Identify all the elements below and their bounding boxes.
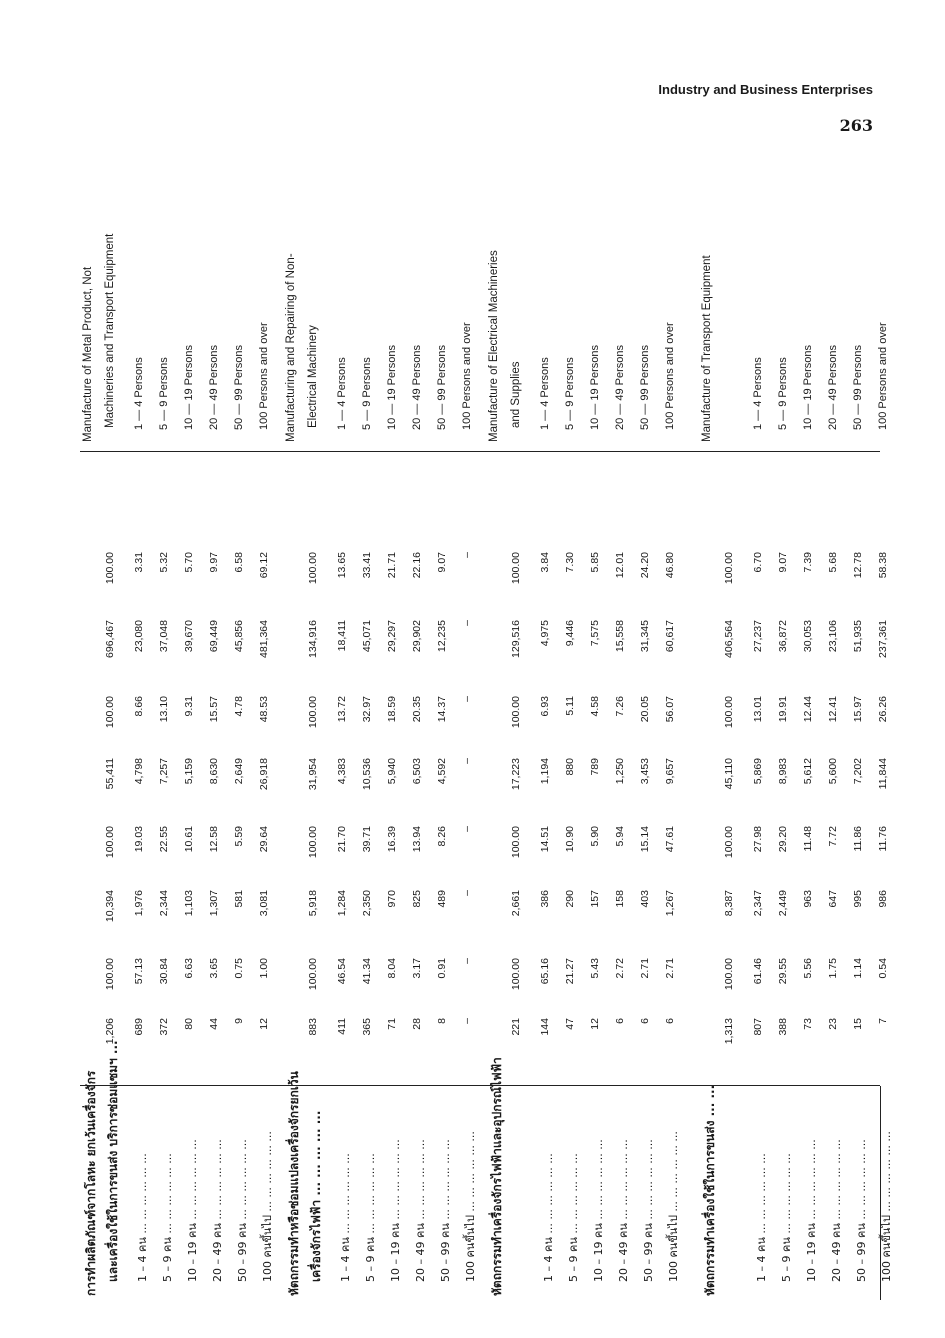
row-label-thai: 5 – 9 คน ... ... ... ... ... ... [780,1153,793,1282]
table-cell: 1.14 [852,958,864,979]
row-label-thai: 100 คนขึ้นไป ... ... ... ... ... ... [667,1131,680,1282]
table-cell: 31,345 [639,620,651,653]
table-cell: 880 [564,758,576,776]
table-cell: 30.84 [158,958,170,985]
total-cell: 100.00 [510,696,522,729]
total-cell: 100.00 [104,826,116,859]
table-cell: 6 [639,1018,651,1024]
table-cell: 3.84 [539,552,551,573]
table-cell: 29,902 [411,620,423,653]
table-cell: 16.39 [386,826,398,853]
table-cell: 6 [614,1018,626,1024]
table-cell: 73 [802,1018,814,1030]
table-cell: 36,872 [777,620,789,653]
table-cell: 12.01 [614,552,626,579]
total-cell: 100.00 [510,552,522,585]
table-cell: 15,558 [614,620,626,653]
table-cell: 403 [639,890,651,908]
table-cell: 21.71 [386,552,398,579]
table-cell: 19.03 [133,826,145,853]
row-label-english: 100 Persons and over [461,322,473,430]
table-cell: 69,449 [208,620,220,653]
table-cell: 10,536 [361,758,373,791]
table-cell: 22.16 [411,552,423,579]
row-label-english: 50 — 99 Persons [436,345,448,430]
table-cell: 970 [386,890,398,908]
table-cell: 0.91 [436,958,448,979]
total-cell: 221 [510,1018,522,1036]
table-cell: – [461,958,473,964]
table-cell: 47 [564,1018,576,1030]
table-cell: 0.54 [877,958,889,979]
table-cell: – [461,620,473,626]
table-cell: 807 [752,1018,764,1036]
table-cell: 1,284 [336,890,348,917]
table-cell: 158 [614,890,626,908]
total-cell: 1,206 [104,1018,116,1045]
total-cell: 100.00 [723,826,735,859]
table-cell: 5.90 [589,826,601,847]
total-cell: 100.00 [104,958,116,991]
table-cell: 10.90 [564,826,576,853]
row-label-thai: 5 – 9 คน ... ... ... ... ... ... [567,1153,580,1282]
table-cell: 995 [852,890,864,908]
row-label-thai: 100 คนขึ้นไป ... ... ... ... ... ... [880,1131,893,1282]
table-cell: 12.44 [802,696,814,723]
row-label-thai: 10 – 19 คน ... ... ... ... ... ... [389,1139,402,1282]
table-cell: 29.55 [777,958,789,985]
table-cell: 28 [411,1018,423,1030]
bottom-rule [880,1086,881,1300]
table-cell: 45,071 [361,620,373,653]
table-cell: 689 [133,1018,145,1036]
table-cell: 986 [877,890,889,908]
total-cell: 31,954 [307,758,319,791]
table-cell: 60,617 [664,620,676,653]
table-cell: 6.63 [183,958,195,979]
table-cell: 27.98 [752,826,764,853]
table-cell: 13.65 [336,552,348,579]
group-title-english: Manufacture of Metal Product, Not [82,266,94,442]
table-cell: 7.30 [564,552,576,573]
table-cell: 30,053 [802,620,814,653]
table-cell: 46.80 [664,552,676,579]
table-cell: 9,657 [664,758,676,785]
row-label-english: 10 — 19 Persons [386,345,398,430]
table-cell: 21.27 [564,958,576,985]
table-cell: 58.38 [877,552,889,579]
row-label-english: 1 — 4 Persons [336,357,348,430]
total-cell: 100.00 [723,552,735,585]
table-cell: – [461,552,473,558]
table-cell: 51,935 [852,620,864,653]
total-cell: 45,110 [723,758,735,790]
table-cell: 24.20 [639,552,651,579]
table-cell: 11.86 [852,826,864,852]
table-cell: 56.07 [664,696,676,723]
table-cell: 1,250 [614,758,626,785]
table-cell: 3.65 [208,958,220,979]
total-cell: 406,564 [723,620,735,658]
group-title-english-line2: and Supplies [510,361,522,428]
left-column-rule [80,1085,880,1086]
total-cell: 883 [307,1018,319,1036]
table-cell: 39.71 [361,826,373,853]
row-label-english: 50 — 99 Persons [639,345,651,430]
table-cell: 9,446 [564,620,576,647]
table-cell: 12.78 [852,552,864,579]
table-cell: 290 [564,890,576,908]
table-cell: 8.04 [386,958,398,979]
table-cell: 39,670 [183,620,195,653]
table-cell: 1,976 [133,890,145,917]
table-cell: 4,975 [539,620,551,647]
row-label-thai: 20 – 49 คน ... ... ... ... ... ... [414,1139,427,1282]
table-cell: – [461,1018,473,1024]
table-cell: 789 [589,758,601,776]
row-label-thai: 50 – 99 คน ... ... ... ... ... ... [855,1139,868,1282]
total-cell: 2,661 [510,890,522,917]
table-cell: 23 [827,1018,839,1030]
table-cell: 12.58 [208,826,220,853]
table-cell: 46.54 [336,958,348,985]
table-cell: 13.72 [336,696,348,723]
table-cell: 26.26 [877,696,889,723]
table-cell: 7 [877,1018,889,1024]
group-title-english: Manufacture of Transport Equipment [701,255,713,442]
table-cell: 5.43 [589,958,601,979]
table-cell: 22.55 [158,826,170,853]
row-label-thai: 1 – 4 คน ... ... ... ... ... ... [542,1153,555,1282]
table-cell: 2.72 [614,958,626,979]
table-cell: 7,257 [158,758,170,785]
row-label-english: 20 — 49 Persons [411,345,423,430]
group-title-english: Manufacturing and Repairing of Non- [285,253,297,442]
table-cell: 20.35 [411,696,423,723]
table-cell: 29.64 [258,826,270,853]
row-label-thai: 50 – 99 คน ... ... ... ... ... ... [439,1139,452,1282]
table-cell: 23,080 [133,620,145,653]
table-cell: 15 [852,1018,864,1030]
table-cell: 8.66 [133,696,145,717]
total-cell: 8,387 [723,890,735,917]
group-title-english-line2: Electrical Machinery [307,325,319,428]
total-cell: 129,516 [510,620,522,658]
table-cell: 5,600 [827,758,839,785]
table-cell: 6 [664,1018,676,1024]
total-cell: 134,916 [307,620,319,658]
table-cell: 8,983 [777,758,789,785]
table-cell: 7.26 [614,696,626,717]
table-cell: 1,194 [539,758,551,785]
table-cell: 48.53 [258,696,270,723]
group-title-thai: หัตถกรรมทำเครื่องใช้ในการขนส่ง ... ... [703,1084,717,1296]
table-cell: 1.00 [258,958,270,979]
table-cell: 5.11 [564,696,576,716]
table-cell: 5,159 [183,758,195,785]
table-cell: 3,081 [258,890,270,917]
total-cell: 100.00 [104,696,116,729]
table-cell: 7.72 [827,826,839,847]
table-cell: 12.41 [827,696,839,723]
table-cell: 5,940 [386,758,398,785]
table-cell: 13.94 [411,826,423,853]
table-cell: 5,869 [752,758,764,785]
table-cell: 372 [158,1018,170,1036]
table-cell: 3,453 [639,758,651,785]
total-cell: 100.00 [510,958,522,991]
row-label-english: 100 Persons and over [664,322,676,430]
table-cell: 9.31 [183,696,195,717]
row-label-thai: 50 – 99 คน ... ... ... ... ... ... [642,1139,655,1282]
table-cell: 386 [539,890,551,908]
table-cell: 57.13 [133,958,145,985]
table-cell: 14.37 [436,696,448,723]
table-cell: 5.85 [589,552,601,573]
table-cell: 4.78 [233,696,245,717]
table-cell: 80 [183,1018,195,1030]
row-label-english: 10 — 19 Persons [183,345,195,430]
table-cell: 26,918 [258,758,270,791]
table-cell: 7,202 [852,758,864,785]
row-label-english: 100 Persons and over [258,322,270,430]
table-cell: 23,106 [827,620,839,653]
row-label-english: 20 — 49 Persons [827,345,839,430]
table-cell: 9.07 [777,552,789,573]
table-cell: 18,411 [336,620,348,652]
table-cell: 15.97 [852,696,864,723]
table-cell: 12 [589,1018,601,1030]
row-label-english: 5 — 9 Persons [158,357,170,430]
table-cell: 2,350 [361,890,373,917]
table-cell: 71 [386,1018,398,1030]
table-cell: 12 [258,1018,270,1030]
row-label-thai: 10 – 19 คน ... ... ... ... ... ... [186,1139,199,1282]
table-cell: 581 [233,890,245,908]
table-cell: 157 [589,890,601,908]
row-label-thai: 20 – 49 คน ... ... ... ... ... ... [211,1139,224,1282]
table-cell: 481,364 [258,620,270,658]
group-title-thai: การทำผลิตภัณฑ์จากโลหะ ยกเว้นเครื่องจักร [84,1070,98,1296]
table-cell: 10.61 [183,826,195,853]
table-cell: 647 [827,890,839,908]
row-label-thai: 1 – 4 คน ... ... ... ... ... ... [755,1153,768,1282]
total-cell: 100.00 [723,696,735,729]
row-label-english: 100 Persons and over [877,322,889,430]
table-cell: 11.48 [802,826,814,852]
row-label-english: 20 — 49 Persons [208,345,220,430]
group-title-english: Manufacture of Electrical Machineries [488,250,500,442]
table-cell: 6.70 [752,552,764,573]
table-cell: 5.56 [802,958,814,979]
table-cell: 8,630 [208,758,220,785]
table-cell: 2.71 [664,958,676,979]
table-cell: 0.75 [233,958,245,979]
table-cell: 6.58 [233,552,245,573]
table-cell: 65.16 [539,958,551,985]
total-cell: 55,411 [104,758,116,790]
row-label-english: 50 — 99 Persons [233,345,245,430]
table-cell: 11.76 [877,826,889,852]
table-cell: 37,048 [158,620,170,653]
total-cell: 10,394 [104,890,116,923]
row-label-thai: 100 คนขึ้นไป ... ... ... ... ... ... [261,1131,274,1282]
group-title-english-line2: Machineries and Transport Equipment [104,233,116,428]
table-cell: 144 [539,1018,551,1036]
group-title-thai: หัตถกรรมทำหรือซ่อมแปลงเครื่องจักรยกเว้น [287,1071,301,1296]
table-cell: 47.61 [664,826,676,853]
total-cell: 100.00 [307,958,319,991]
total-cell: 1,313 [723,1018,735,1045]
table-cell: 2.71 [639,958,651,979]
table-cell: 5.70 [183,552,195,573]
row-label-thai: 5 – 9 คน ... ... ... ... ... ... [364,1153,377,1282]
table-cell: 2,649 [233,758,245,785]
total-cell: 696,467 [104,620,116,658]
row-label-english: 5 — 9 Persons [777,357,789,430]
table-cell: – [461,696,473,702]
right-column-rule [80,451,880,452]
total-cell: 100.00 [723,958,735,991]
table-cell: 1,103 [183,890,195,917]
row-label-thai: 10 – 19 คน ... ... ... ... ... ... [592,1139,605,1282]
rotated-statistics-table [60,148,893,1300]
table-cell: 13.10 [158,696,170,723]
table-cell: 5.94 [614,826,626,847]
row-label-english: 1 — 4 Persons [752,357,764,430]
total-cell: 17,223 [510,758,522,791]
row-label-english: 1 — 4 Persons [539,357,551,430]
table-cell: 4,383 [336,758,348,785]
table-cell: 33.41 [361,552,373,579]
table-cell: 411 [336,1018,348,1035]
table-cell: 61.46 [752,958,764,985]
row-label-english: 10 — 19 Persons [802,345,814,430]
table-cell: 365 [361,1018,373,1036]
row-label-thai: 20 – 49 คน ... ... ... ... ... ... [830,1139,843,1282]
table-cell: 5.59 [233,826,245,847]
total-cell: 5,918 [307,890,319,917]
row-label-english: 10 — 19 Persons [589,345,601,430]
table-cell: 69.12 [258,552,270,579]
total-cell: 100.00 [510,826,522,859]
table-cell: 963 [802,890,814,908]
table-cell: 388 [777,1018,789,1036]
table-cell: 3.17 [411,958,423,979]
table-cell: 41.34 [361,958,373,985]
group-title-thai: หัตถกรรมทำเครื่องจักรไฟฟ้าและอุปกรณ์ไฟฟ้า [490,1057,504,1296]
table-cell: 45,856 [233,620,245,653]
group-title-thai-line2: และเครื่องใช้ในการขนส่ง บริการซ่อมแซมฯ ... [106,1040,120,1282]
table-cell: 7.39 [802,552,814,573]
table-cell: 5,612 [802,758,814,785]
row-label-english: 20 — 49 Persons [614,345,626,430]
table-cell: 8.26 [436,826,448,847]
group-title-thai-line2: เครื่องจักรไฟฟ้า ... ... ... ... ... [309,1110,323,1282]
row-label-thai: 10 – 19 คน ... ... ... ... ... ... [805,1139,818,1282]
table-cell: 237,361 [877,620,889,658]
row-label-thai: 20 – 49 คน ... ... ... ... ... ... [617,1139,630,1282]
total-cell: 100.00 [307,552,319,585]
table-cell: 1,267 [664,890,676,917]
table-cell: 8 [436,1018,448,1024]
table-cell: 44 [208,1018,220,1030]
table-cell: 1,307 [208,890,220,917]
table-cell: 5.32 [158,552,170,573]
table-cell: 14.51 [539,826,551,853]
row-label-thai: 5 – 9 คน ... ... ... ... ... ... [161,1153,174,1282]
table-cell: 9.97 [208,552,220,573]
table-cell: 6,503 [411,758,423,785]
table-cell: 9 [233,1018,245,1024]
row-label-thai: 50 – 99 คน ... ... ... ... ... ... [236,1139,249,1282]
table-cell: – [461,890,473,896]
table-cell: 2,449 [777,890,789,917]
table-cell: 825 [411,890,423,908]
table-cell: 1.75 [827,958,839,979]
table-cell: 11,844 [877,758,889,790]
table-cell: 32.97 [361,696,373,723]
table-cell: 15.57 [208,696,220,723]
table-cell: 2,347 [752,890,764,917]
page-number: 263 [839,116,873,135]
table-cell: 4.58 [589,696,601,717]
table-cell: 2,344 [158,890,170,917]
table-cell: 19.91 [777,696,789,723]
total-cell: 100.00 [307,826,319,859]
table-cell: 18.59 [386,696,398,723]
table-cell: 29.20 [777,826,789,853]
table-cell: 489 [436,890,448,908]
row-label-thai: 100 คนขึ้นไป ... ... ... ... ... ... [464,1131,477,1282]
row-label-english: 5 — 9 Persons [361,357,373,430]
row-label-english: 50 — 99 Persons [852,345,864,430]
table-cell: 7,575 [589,620,601,647]
table-cell: – [461,758,473,764]
total-cell: 100.00 [104,552,116,585]
table-cell: 27,237 [752,620,764,653]
row-label-thai: 1 – 4 คน ... ... ... ... ... ... [339,1153,352,1282]
table-cell: 13.01 [752,696,764,723]
table-cell: 20.05 [639,696,651,723]
table-cell: 3.31 [133,552,145,573]
table-cell: 4,592 [436,758,448,785]
table-cell: 9.07 [436,552,448,573]
table-cell: – [461,826,473,832]
row-label-english: 1 — 4 Persons [133,357,145,430]
table-cell: 12,235 [436,620,448,653]
table-cell: 5.68 [827,552,839,573]
row-label-english: 5 — 9 Persons [564,357,576,430]
table-cell: 6.93 [539,696,551,717]
table-cell: 15.14 [639,826,651,853]
total-cell: 100.00 [307,696,319,729]
table-cell: 29,297 [386,620,398,653]
table-cell: 4,798 [133,758,145,785]
running-header: Industry and Business Enterprises [658,82,873,97]
table-cell: 21.70 [336,826,348,853]
row-label-thai: 1 – 4 คน ... ... ... ... ... ... [136,1153,149,1282]
